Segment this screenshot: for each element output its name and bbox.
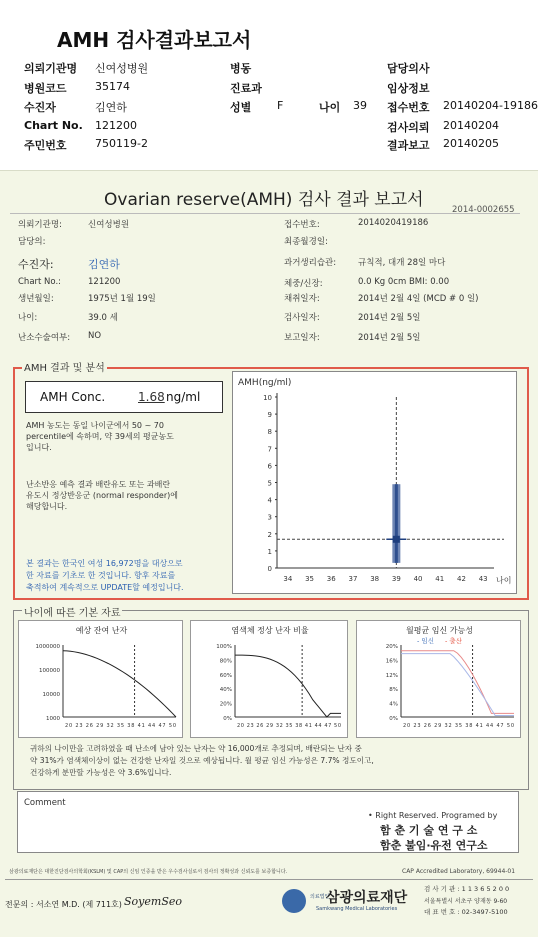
mini-chart-remaining-eggs bbox=[18, 620, 183, 738]
x-axis-label: 나이 bbox=[496, 576, 512, 585]
signature: SoyemSeo bbox=[124, 895, 182, 908]
y-tick-label: 8 bbox=[267, 428, 272, 437]
header-label: 접수번호 bbox=[387, 101, 430, 114]
mini-x-tick-labels: 20 23 26 29 32 35 38 41 44 47 50 bbox=[237, 723, 341, 729]
contact-code: 검 사 기 관 : 1 1 3 6 5 2 0 0 bbox=[424, 885, 510, 893]
header-value: 김연하 bbox=[95, 101, 127, 114]
info-label: 수진자: bbox=[18, 258, 54, 271]
mini-series-line bbox=[235, 655, 341, 717]
mini-chart-title: 월평균 임신 가능성 bbox=[406, 626, 473, 635]
certification-text: 삼광의료재단은 대한진단검사의학회(KSLM) 및 CAP의 신임 인증을 받은 우수검사실로서 검사의 정확성과 신뢰도를 보증합니다. bbox=[9, 869, 288, 875]
header-value: 750119-2 bbox=[95, 137, 148, 150]
analysis-line: percentile에 속하며, 약 39세의 평균농도 bbox=[26, 432, 174, 441]
mini-y-tick-label: 16% bbox=[385, 658, 398, 665]
x-tick-label: 35 bbox=[305, 575, 315, 583]
mini-y-tick-label: 20% bbox=[219, 701, 232, 708]
info-value: 1975년 1월 19일 bbox=[88, 294, 156, 304]
info-label: Chart No.: bbox=[18, 277, 62, 287]
info-label: 난소수술여부: bbox=[18, 333, 71, 343]
mini-y-tick-label: 100000 bbox=[39, 668, 60, 674]
info-label: 담당의: bbox=[18, 237, 46, 247]
header-label: 검사의뢰 bbox=[387, 121, 430, 134]
header-value: 35174 bbox=[95, 80, 130, 93]
header-label: 임상정보 bbox=[387, 82, 430, 95]
note-line: 한 자료를 기초로 한 것입니다. 향후 자료를 bbox=[26, 571, 176, 580]
header-value: F bbox=[277, 99, 284, 112]
header-value: 신여성병원 bbox=[95, 62, 149, 75]
header-label: 진료과 bbox=[230, 82, 262, 95]
lab-name-2: 함춘 불임·유전 연구소 bbox=[380, 839, 488, 852]
info-label: 과거생리습관: bbox=[284, 258, 337, 268]
x-tick-label: 39 bbox=[391, 575, 401, 583]
mini-y-tick-label: 8% bbox=[389, 687, 398, 694]
page-title: AMH 검사결과보고서 bbox=[57, 28, 252, 52]
specialist-name: 전문의 : 서소연 M.D. (제 711호) bbox=[5, 900, 122, 909]
footer-rule bbox=[5, 879, 533, 880]
mini-y-tick-label: 0% bbox=[223, 716, 232, 722]
header-label: 의뢰기관명 bbox=[24, 62, 78, 75]
y-tick-label: 1 bbox=[267, 547, 272, 556]
y-tick-label: 3 bbox=[267, 513, 272, 522]
x-tick-label: 34 bbox=[283, 575, 293, 583]
x-tick-label: 37 bbox=[348, 575, 358, 583]
info-label: 접수번호: bbox=[284, 220, 320, 230]
mini-chart-normal-eggs bbox=[190, 620, 348, 738]
mini-y-tick-label: 1000 bbox=[46, 716, 60, 722]
patient-point bbox=[393, 536, 400, 543]
y-tick-label: 5 bbox=[267, 479, 272, 488]
comment-label: Comment bbox=[24, 798, 66, 808]
analysis-line: 난소반응 예측 결과 배란유도 또는 과배란 bbox=[26, 480, 171, 489]
mini-x-tick-labels: 20 23 26 29 32 35 38 41 44 47 50 bbox=[403, 723, 514, 729]
y-tick-label: 9 bbox=[267, 411, 272, 420]
mini-y-tick-label: 1000000 bbox=[35, 644, 60, 650]
info-value: 2014020419186 bbox=[358, 218, 429, 228]
header-label: 결과보고 bbox=[387, 139, 430, 152]
foundation-small: 의료법인 bbox=[310, 894, 330, 900]
header-value: 20140205 bbox=[443, 137, 499, 150]
info-value: 김연하 bbox=[88, 258, 120, 271]
info-value: 2014년 2월 5일 bbox=[358, 313, 421, 323]
mini-series-line bbox=[63, 651, 176, 717]
x-tick-label: 42 bbox=[456, 575, 466, 583]
amh-conc-unit: ng/ml bbox=[166, 390, 201, 404]
mini-legend-pregnancy: - 임신 bbox=[417, 637, 434, 645]
y-tick-label: 10 bbox=[263, 394, 272, 402]
info-value: 39.0 세 bbox=[88, 313, 118, 323]
header-label: 수진자 bbox=[24, 101, 56, 114]
info-value: 규칙적, 대개 28일 마다 bbox=[358, 258, 446, 268]
foundation-name: 삼광의료재단 bbox=[326, 890, 408, 906]
contact-phone: 대 표 번 호 : 02-3497-5100 bbox=[424, 908, 508, 916]
info-label: 의뢰기관명: bbox=[18, 220, 62, 230]
document-number: 2014-0002655 bbox=[452, 205, 515, 215]
y-axis-label: AMH(ng/ml) bbox=[238, 378, 292, 388]
y-tick-label: 7 bbox=[267, 445, 272, 454]
header-label: 나이 bbox=[319, 101, 341, 114]
analysis-line: 입니다. bbox=[26, 443, 52, 452]
amh-conc-label: AMH Conc. bbox=[40, 390, 106, 404]
summary-line: 귀하의 나이만을 고려하였을 때 난소에 남아 있는 난자는 약 16,000개로 추정되며, 배란되는 난자 중 bbox=[30, 744, 362, 753]
y-tick-label: 2 bbox=[267, 530, 272, 539]
note-line: 본 결과는 한국인 여성 16,972명을 대상으로 bbox=[26, 559, 183, 568]
y-tick-label: 6 bbox=[267, 462, 272, 471]
header-label: Chart No. bbox=[24, 119, 83, 132]
header-value: 20140204 bbox=[443, 119, 499, 132]
header-value: 39 bbox=[353, 99, 367, 112]
cap-accreditation: CAP Accredited Laboratory, 69944-01 bbox=[402, 868, 516, 875]
mini-y-tick-label: 40% bbox=[219, 687, 232, 694]
x-tick-label: 40 bbox=[413, 575, 423, 583]
y-tick-label: 4 bbox=[267, 496, 272, 505]
info-label: 채취일자: bbox=[284, 294, 320, 304]
rights-text: • Right Reserved. Programed by bbox=[368, 811, 498, 820]
mini-y-tick-label: 0% bbox=[389, 716, 398, 722]
mini-y-tick-label: 60% bbox=[219, 672, 232, 679]
title-rule bbox=[10, 213, 520, 214]
amh-section-title: AMH 결과 및 분석 bbox=[22, 359, 107, 374]
report-title: Ovarian reserve(AMH) 검사 결과 보고서 bbox=[104, 190, 424, 210]
summary-line: 약 31%가 염색체이상이 없는 건강한 난자일 것으로 예상됩니다. 월 평균 임신 가능성은 7.7% 정도이고, bbox=[30, 756, 374, 765]
header-label: 주민번호 bbox=[24, 139, 67, 152]
header-label: 성별 bbox=[230, 101, 252, 114]
info-value: 121200 bbox=[88, 277, 121, 287]
mini-y-tick-label: 100% bbox=[216, 644, 232, 650]
analysis-line: 해당합니다. bbox=[26, 502, 68, 511]
mini-y-tick-label: 80% bbox=[219, 658, 232, 665]
mini-y-tick-label: 10000 bbox=[42, 692, 60, 698]
analysis-line: 유도시 정상반응군 (normal responder)에 bbox=[26, 491, 178, 500]
info-value: 2014년 2월 4일 (MCD # 0 일) bbox=[358, 294, 479, 304]
mini-series-line bbox=[401, 654, 514, 716]
info-label: 보고일자: bbox=[284, 333, 320, 343]
header-label: 병동 bbox=[230, 62, 252, 75]
age-section-title: 나이에 따른 기본 자료 bbox=[22, 604, 122, 619]
header-value: 121200 bbox=[95, 119, 137, 132]
mini-chart-title: 염색체 정상 난자 비율 bbox=[231, 626, 309, 635]
x-tick-label: 36 bbox=[326, 575, 336, 583]
mini-y-tick-label: 4% bbox=[389, 701, 398, 708]
foundation-logo bbox=[282, 889, 306, 913]
y-tick-label: 0 bbox=[267, 565, 272, 573]
analysis-line: AMH 농도는 동일 나이군에서 50 ~ 70 bbox=[26, 421, 164, 430]
amh-conc-value: 1.68 bbox=[138, 390, 165, 404]
info-label: 나이: bbox=[18, 313, 38, 323]
contact-address: 서울특별시 서초구 양재동 9-60 bbox=[424, 898, 508, 905]
info-value: 신여성병원 bbox=[88, 220, 130, 230]
mini-legend-birth: - 출산 bbox=[445, 637, 462, 645]
info-label: 생년월일: bbox=[18, 294, 54, 304]
info-label: 최종월경일: bbox=[284, 237, 328, 247]
info-label: 검사일자: bbox=[284, 313, 320, 323]
x-tick-label: 41 bbox=[435, 575, 445, 583]
x-tick-label: 38 bbox=[370, 575, 380, 583]
amh-age-chart bbox=[232, 371, 517, 594]
info-value: NO bbox=[88, 331, 102, 341]
mini-chart-pregnancy bbox=[356, 620, 521, 738]
mini-x-tick-labels: 20 23 26 29 32 35 38 41 44 47 50 bbox=[65, 723, 176, 729]
note-line: 축적하여 계속적으로 UPDATE할 예정입니다. bbox=[26, 583, 184, 592]
summary-line: 건강하게 분만할 가능성은 약 3.6%입니다. bbox=[30, 768, 172, 777]
scanned-report bbox=[0, 170, 538, 937]
foundation-english: Samkwang Medical Laboratories bbox=[316, 906, 398, 912]
x-tick-label: 43 bbox=[478, 575, 488, 583]
mini-y-tick-label: 20% bbox=[385, 644, 398, 650]
info-value: 2014년 2월 5일 bbox=[358, 333, 421, 343]
range-bar-core bbox=[395, 484, 398, 563]
info-value: 0.0 Kg 0cm BMI: 0.00 bbox=[358, 277, 450, 287]
mini-chart-title: 예상 잔여 난자 bbox=[75, 626, 128, 635]
header-value: 20140204-19186 bbox=[443, 99, 538, 112]
mini-y-tick-label: 12% bbox=[385, 672, 398, 679]
lab-name-1: 함 춘 기 술 연 구 소 bbox=[380, 824, 478, 837]
info-label: 체중/신장: bbox=[284, 279, 323, 289]
header-label: 담당의사 bbox=[387, 62, 430, 75]
header-label: 병원코드 bbox=[24, 82, 67, 95]
